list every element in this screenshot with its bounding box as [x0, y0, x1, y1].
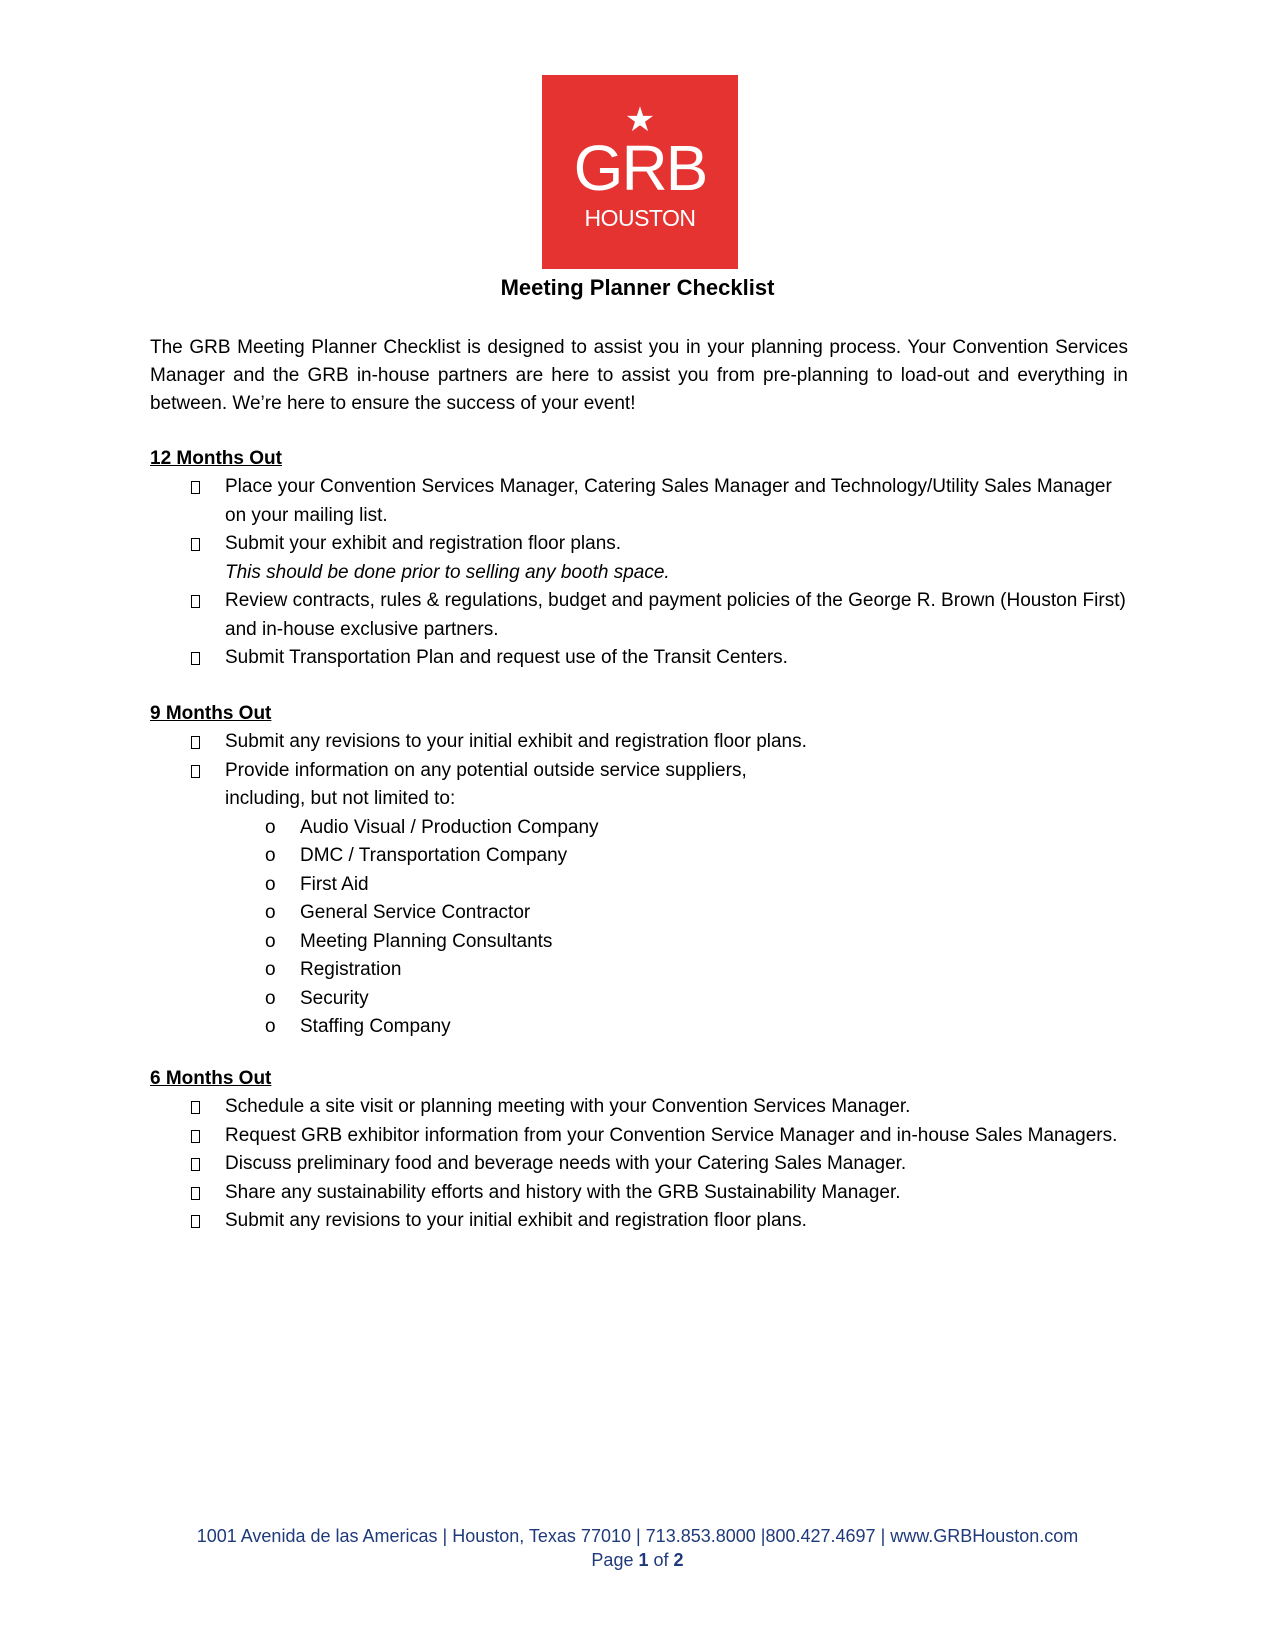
page-label: Page — [591, 1550, 634, 1570]
star-icon: ★ — [624, 101, 656, 139]
logo-brand: GRB — [573, 132, 707, 204]
checklist-item — [150, 1150, 1130, 1179]
checkbox-icon[interactable] — [191, 736, 200, 749]
item-text: Discuss preliminary food and beverage needs with your Catering Sales Manager. — [225, 1153, 907, 1174]
checkbox-icon[interactable] — [191, 481, 200, 494]
sub-item-text: DMC / Transportation Company — [300, 845, 568, 866]
item-text: Request GRB exhibitor information from your Convention Service Manager and in-house Sales Managers. — [225, 1124, 1118, 1146]
item-continuation: including, but not limited to: — [225, 788, 456, 809]
sub-item-text: Staffing Company — [300, 1016, 451, 1037]
circle-bullet-icon: o — [265, 873, 276, 895]
item-text: Submit your exhibit and registration floor plans. — [225, 533, 622, 554]
grb-houston-logo — [542, 75, 738, 269]
section-heading: 12 Months Out — [150, 448, 282, 469]
section-heading: 9 Months Out — [150, 703, 272, 724]
checklist-item — [150, 1179, 1130, 1208]
section-12-months — [150, 445, 1130, 673]
checkbox-icon[interactable] — [191, 1130, 200, 1143]
circle-bullet-icon: o — [265, 816, 276, 838]
circle-bullet-icon: o — [265, 959, 276, 980]
checklist-item — [150, 757, 1130, 814]
page-title: Meeting Planner Checklist — [500, 275, 775, 300]
circle-bullet-icon: o — [265, 987, 276, 1009]
item-text: Provide information on any potential outside service suppliers, — [225, 759, 747, 781]
sub-item-text: Audio Visual / Production Company — [300, 816, 599, 838]
item-text: Review contracts, rules & regulations, budget and payment policies of the George R. Brown (Houston First) and in-house exclusive partners. — [225, 590, 1126, 640]
sub-list-item — [150, 842, 1130, 871]
circle-bullet-icon: o — [265, 930, 276, 952]
page-current: 1 — [638, 1550, 649, 1570]
item-text: Submit Transportation Plan and request use of the Transit Centers. — [225, 647, 788, 668]
section-heading: 6 Months Out — [150, 1068, 272, 1089]
checkbox-icon[interactable] — [191, 765, 200, 778]
sub-item-text: Registration — [300, 959, 402, 980]
checklist-item — [150, 587, 1130, 644]
sub-list-item — [150, 871, 1130, 900]
checkbox-icon[interactable] — [191, 1187, 200, 1200]
page-footer — [0, 1524, 1275, 1572]
page-number — [0, 1548, 1275, 1572]
checklist-item — [150, 644, 1130, 673]
item-text: Schedule a site visit or planning meeting with your Convention Services Manager. — [225, 1096, 911, 1117]
sub-list-item — [150, 928, 1130, 957]
sub-item-text: First Aid — [300, 873, 369, 895]
checkbox-icon[interactable] — [191, 595, 200, 608]
checkbox-icon[interactable] — [191, 652, 200, 665]
checklist-item — [150, 530, 1130, 587]
checklist-item — [150, 728, 1130, 757]
section-6-months — [150, 1065, 1130, 1236]
item-note: This should be done prior to selling any booth space. — [225, 561, 670, 583]
page-total: 2 — [673, 1550, 684, 1570]
checkbox-icon[interactable] — [191, 538, 200, 551]
checkbox-icon[interactable] — [191, 1101, 200, 1114]
item-text: Place your Convention Services Manager, Catering Sales Manager and Technology/Utility Sales Manager on your mailing list. — [225, 476, 1112, 526]
item-text: Submit any revisions to your initial exhibit and registration floor plans. — [225, 1210, 807, 1231]
item-text: Share any sustainability efforts and history with the GRB Sustainability Manager. — [225, 1181, 901, 1203]
footer-address: 1001 Avenida de las Americas | Houston, Texas 77010 | 713.853.8000 |800.427.4697 | www.GRBHouston.com — [196, 1526, 1079, 1546]
page-of: of — [653, 1550, 669, 1570]
checklist-item — [150, 1207, 1130, 1236]
circle-bullet-icon: o — [265, 902, 276, 923]
logo-city: HOUSTON — [584, 205, 696, 231]
checklist-item — [150, 1122, 1130, 1151]
sub-item-text: General Service Contractor — [300, 902, 531, 923]
sub-list-item — [150, 1013, 1130, 1042]
checkbox-icon[interactable] — [191, 1158, 200, 1171]
sub-item-text: Meeting Planning Consultants — [300, 930, 553, 952]
checklist-item — [150, 473, 1130, 530]
circle-bullet-icon: o — [265, 1016, 276, 1037]
section-9-months — [150, 700, 1130, 1042]
checklist-item — [150, 1093, 1130, 1122]
sub-list-item — [150, 899, 1130, 928]
circle-bullet-icon: o — [265, 845, 276, 866]
sub-list-item — [150, 814, 1130, 843]
sub-list-item — [150, 985, 1130, 1014]
item-text: Submit any revisions to your initial exhibit and registration floor plans. — [225, 731, 807, 752]
checkbox-icon[interactable] — [191, 1215, 200, 1228]
intro-paragraph: The GRB Meeting Planner Checklist is designed to assist you in your planning process. Your Convention Services Manager and the GRB in-house partners are here to assist you from pre-planning to load-out and everything in between. We’re here to ensure the success of your event! — [150, 337, 1128, 414]
sub-item-text: Security — [300, 987, 369, 1009]
sub-list-item — [150, 956, 1130, 985]
